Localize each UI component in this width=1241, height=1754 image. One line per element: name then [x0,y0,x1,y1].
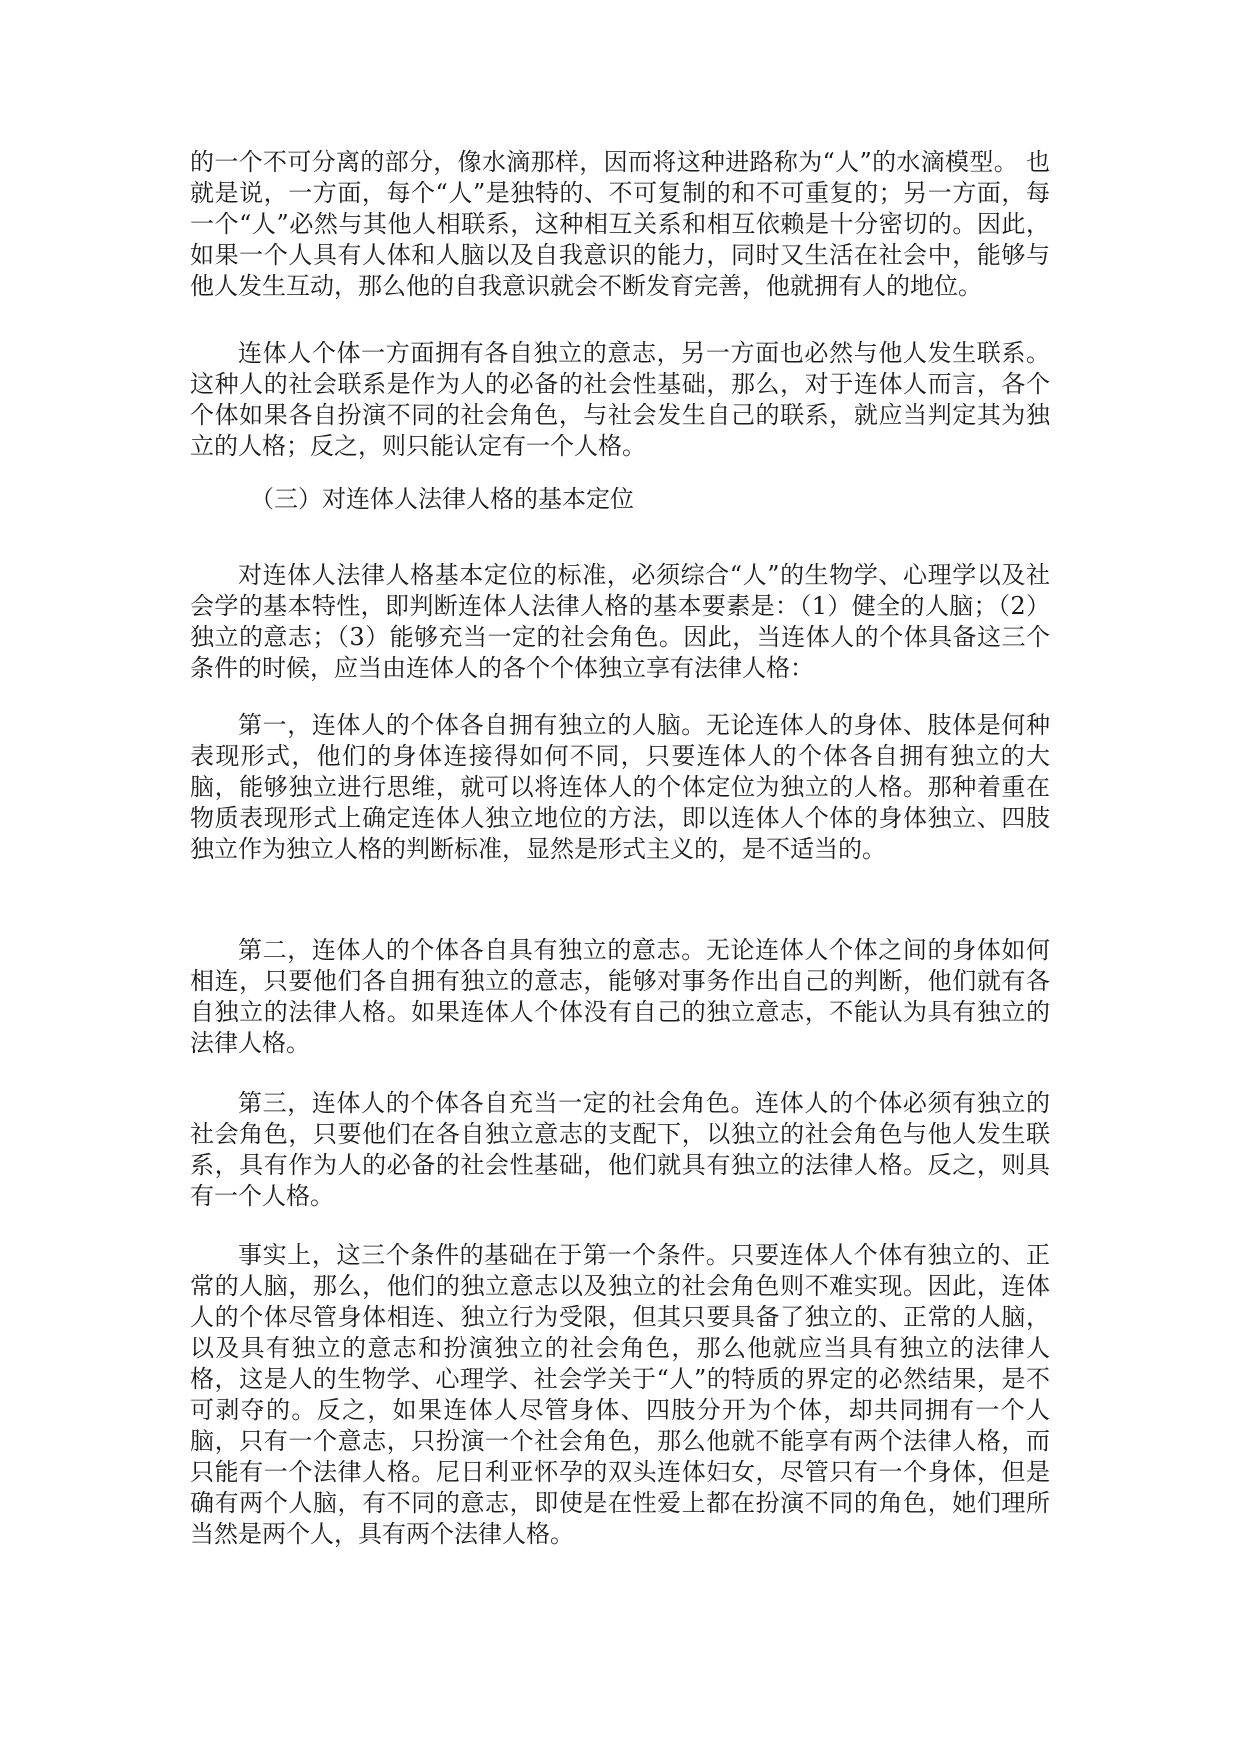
paragraph-text: 事实上，这三个条件的基础在于第一个条件。只要连体人个体有独立的、正常的人脑，那么，他们的独立意志以及独立的社会角色则不难实现。因此，连体人的个体尽管身体相连、独立行为受限，但其只要具备了独立的、正常的人脑，以及具有独立的意志和扮演独立的社会角色，那么他就应当具有独立的法律人格，这是人的生物学、心理学、社会学关于“人”的特质的界定的必然结果，是不可剥夺的。反之，如果连体人尽管身体、四肢分开为个体，却共同拥有一个人脑，只有一个意志，只扮演一个社会角色，那么他就不能享有两个法律人格，而只能有一个法律人格。尼日利亚怀孕的双头连体妇女，尽管只有一个身体，但是确有两个人脑，有不同的意志，即使是在性爱上都在扮演不同的角色，她们理所当然是两个人，具有两个法律人格。 [190,1241,1050,1548]
paragraph-text: 第二，连体人的个体各自具有独立的意志。无论连体人个体之间的身体如何相连，只要他们各自拥有独立的意志，能够对事务作出自己的判断，他们就有各自独立的法律人格。如果连体人个体没有自己的独立意志，不能认为具有独立的法律人格。 [190,936,1050,1057]
paragraph-water-drop-model [190,147,1050,302]
paragraph-second-condition [190,935,1050,1059]
paragraph-conclusion [190,1240,1050,1550]
paragraph-text: 对连体人法律人格基本定位的标准，必须综合“人”的生物学、心理学以及社会学的基本特性，即判断连体人法律人格的基本要素是：（1）健全的人脑；（2）独立的意志；（3）能够充当一定的社会角色。因此，当连体人的个体具备这三个条件的时候，应当由连体人的各个个体独立享有法律人格： [190,561,1050,682]
paragraph-text: 的一个不可分离的部分，像水滴那样，因而将这种进路称为“人”的水滴模型。 也就是说，一方面，每个“人”是独特的、不可复制的和不可重复的；另一方面，每一个“人”必然与其他人相联系，这种相互关系和相互依赖是十分密切的。因此，如果一个人具有人体和人脑以及自我意识的能力，同时又生活在社会中，能够与他人发生互动，那么他的自我意识就会不断发育完善，他就拥有人的地位。 [190,148,1050,300]
section-heading-text: （三）对连体人法律人格的基本定位 [250,485,634,513]
paragraph-text: 第三，连体人的个体各自充当一定的社会角色。连体人的个体必须有独立的社会角色，只要他们在各自独立意志的支配下，以独立的社会角色与他人发生联系，具有作为人的必备的社会性基础，他们就具有独立的法律人格。反之，则具有一个人格。 [190,1089,1050,1210]
paragraph-text: 连体人个体一方面拥有各自独立的意志，另一方面也必然与他人发生联系。这种人的社会联系是作为人的必备的社会性基础，那么，对于连体人而言，各个个体如果各自扮演不同的社会角色，与社会发生自己的联系，就应当判定其为独立的人格；反之，则只能认定有一个人格。 [190,339,1050,460]
paragraph-third-condition [190,1088,1050,1212]
section-heading [190,484,1050,515]
paragraph-text: 第一，连体人的个体各自拥有独立的人脑。无论连体人的身体、肢体是何种表现形式，他们的身体连接得如何不同，只要连体人的个体各自拥有独立的大脑，能够独立进行思维，就可以将连体人的个体定位为独立的人格。那种着重在物质表现形式上确定连体人独立地位的方法，即以连体人个体的身体独立、四肢独立作为独立人格的判断标准，显然是形式主义的，是不适当的。 [190,711,1050,863]
paragraph-first-condition [190,710,1050,865]
paragraph-social-connection [190,338,1050,462]
paragraph-criteria [190,560,1050,684]
